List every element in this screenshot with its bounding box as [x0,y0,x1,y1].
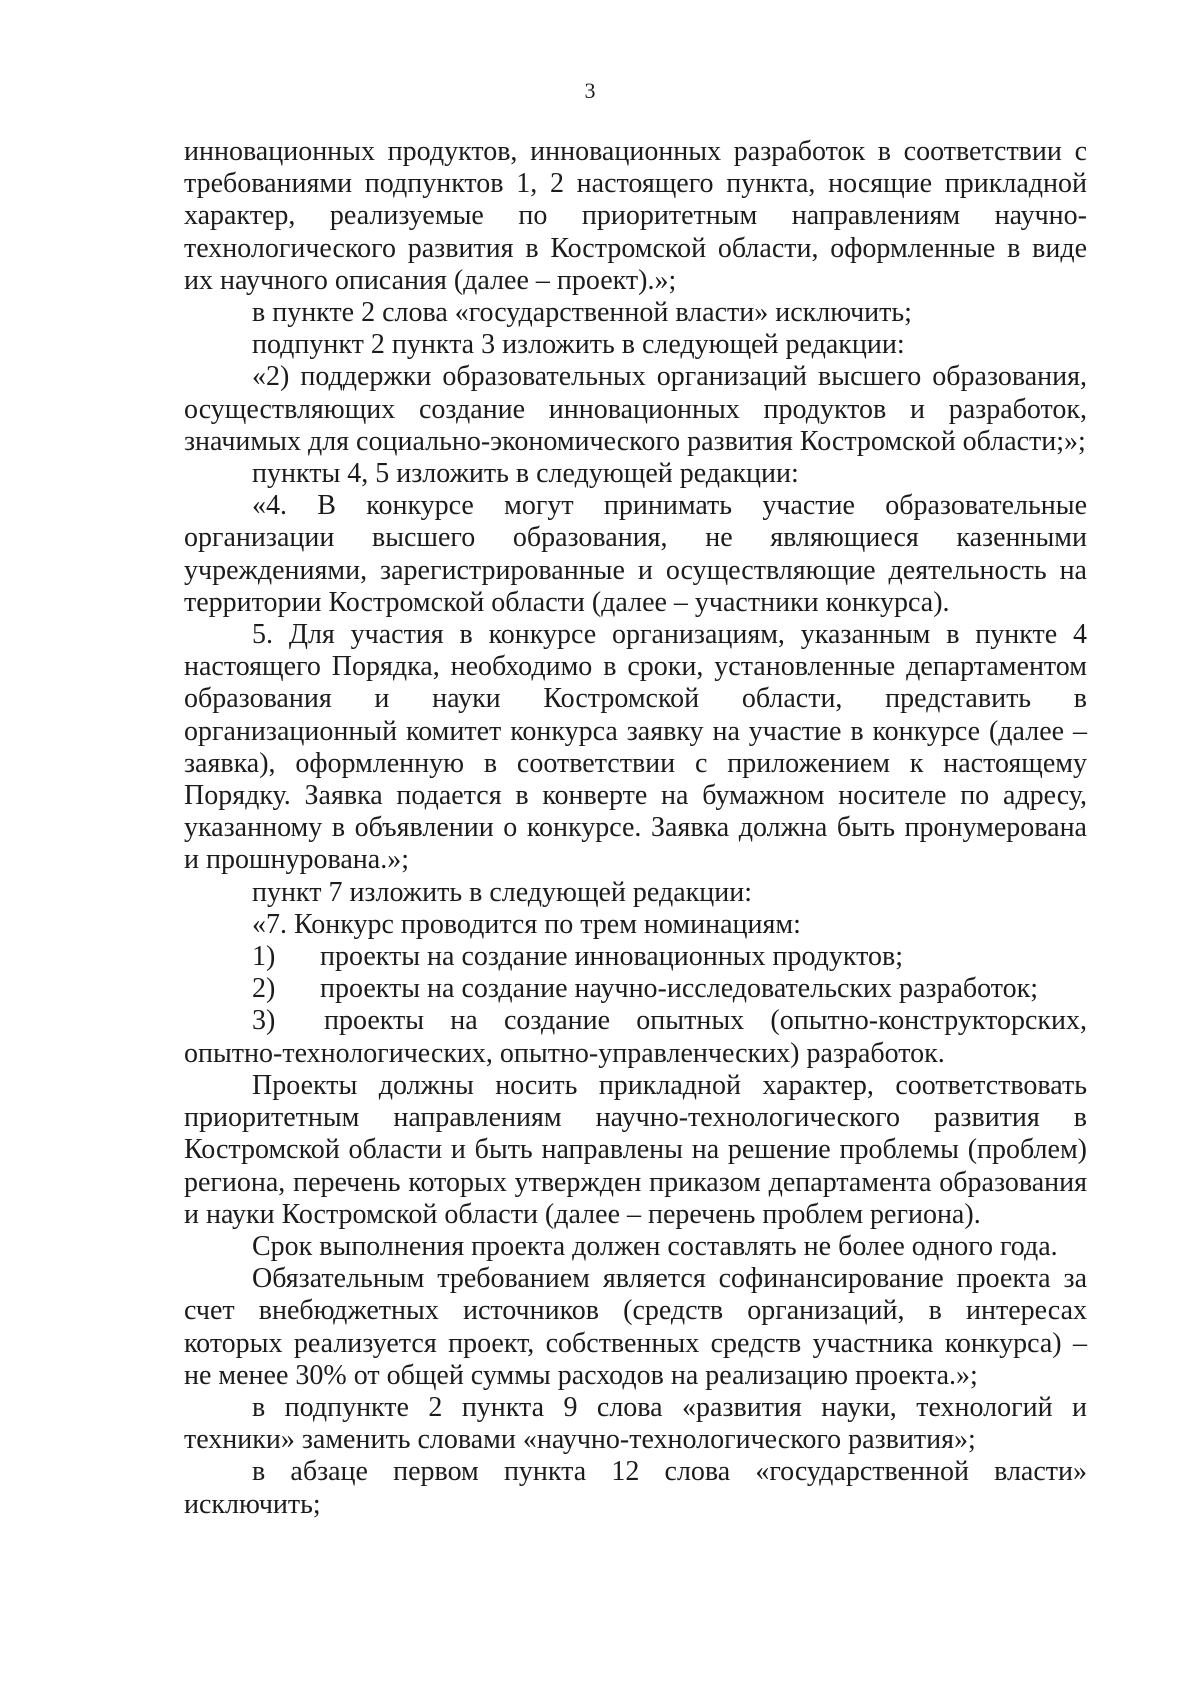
paragraph: Срок выполнения проекта должен составлять не более одного года. [252,1230,1058,1262]
paragraph: в абзаце первом пункта 12 слова «государственной власти» исключить; [184,1456,1087,1520]
paragraph: «7. Конкурс проводится по трем номинациям: [252,908,801,940]
list-item [184,941,1087,973]
list-item-number: 3) [252,1005,276,1037]
paragraph: Обязательным требованием является софинансирование проекта за счет внебюджетных источников (средств организаций, в интересах которых реализуется проект, собственных средств участника конкурса) – не менее 30% от общей суммы расходов на реализацию проекта.»; [184,1263,1087,1391]
paragraph: 5. Для участия в конкурсе организациям, указанным в пункте 4 настоящего Порядка, необходимо в сроки, установленные департаментом образования и науки Костромской области, представить в организационный комитет конкурса заявку на участие в конкурсе (далее – заявка), оформленную в соответствии с приложением к настоящему Порядку. Заявка подается в конверте на бумажном носителе по адресу, указанному в объявлении о конкурсе. Заявка должна быть пронумерована и прошнурована.»; [184,619,1087,876]
paragraph: пункты 4, 5 изложить в следующей редакции: [252,458,799,490]
paragraph: в пункте 2 слова «государственной власти» исключить; [252,297,912,329]
paragraph: пункт 7 изложить в следующей редакции: [252,876,752,908]
list-item-number: 2) [252,973,276,1005]
list-item [184,1005,1087,1069]
list-item-text: проекты на создание опытных (опытно-конструкторских, опытно-технологических, опытно-управленческих) разработок. [184,1005,1087,1069]
paragraph: Проекты должны носить прикладной характер, соответствовать приоритетным направлениям научно-технологического развития в Костромской области и быть направлены на решение проблемы (проблем) региона, перечень которых утвержден приказом департамента образования и науки Костромской области (далее – перечень проблем региона). [184,1069,1087,1230]
paragraph: «4. В конкурсе могут принимать участие образовательные организации высшего образования, не являющиеся казенными учреждениями, зарегистрированные и осуществляющие деятельность на территории Костромской области (далее – участники конкурса). [184,490,1087,618]
document-body [184,136,1087,1521]
paragraph: «2) поддержки образовательных организаций высшего образования, осуществляющих создание инновационных продуктов и разработок, значимых для социально-экономического развития Костромской области;»; [184,361,1087,457]
paragraph-continuation: инновационных продуктов, инновационных разработок в соответствии с требованиями подпунктов 1, 2 настоящего пункта, носящие прикладной характер, реализуемые по приоритетным направлениям научно-технологического развития в Костромской области, оформленные в виде их научного описания (далее – проект).»; [184,136,1087,296]
list-item-number: 1) [252,941,276,973]
list-item-text: проекты на создание научно-исследовательских разработок; [320,973,1039,1005]
paragraph: в подпункте 2 пункта 9 слова «развития науки, технологий и техники» заменить словами «научно-технологического развития»; [184,1391,1087,1456]
page-number: 3 [584,78,596,103]
paragraph: подпункт 2 пункта 3 изложить в следующей редакции: [252,329,905,361]
list-item-text: проекты на создание инновационных продуктов; [320,941,904,973]
list-item [184,973,1087,1005]
